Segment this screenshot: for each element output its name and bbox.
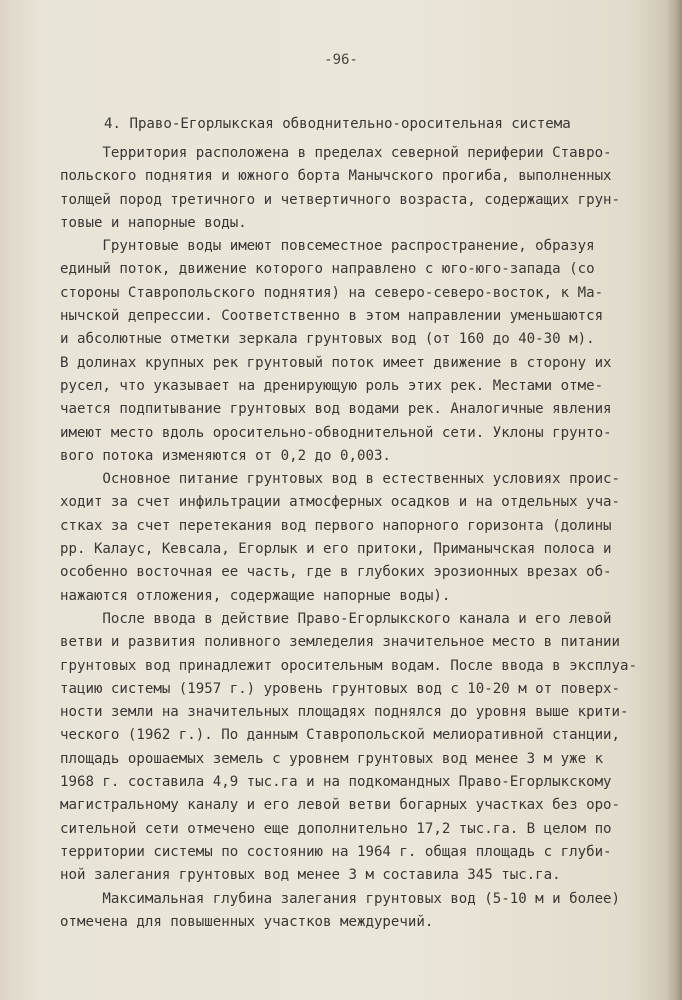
text-line: имеют место вдоль оросительно-обводнительной сети. Уклоны грунто- [60, 424, 612, 441]
text-line: Максимальная глубина залегания грунтовых вод (5-10 м и более) [60, 890, 621, 907]
text-line: ческого (1962 г.). По данным Ставропольской мелиоративной станции, [60, 727, 621, 744]
text-line: 1968 г. составила 4,9 тыс.га и на подкомандных Право-Егорлыкскому [60, 774, 612, 791]
text-line: нычской депрессии. Соответственно в этом направлении уменьшаются [60, 308, 604, 325]
text-line: товые и напорные воды. [60, 214, 247, 231]
text-line: толщей пород третичного и четвертичного возраста, содержащих грун- [60, 191, 621, 208]
text-line: стороны Ставропольского поднятия) на северо-северо-восток, к Ма- [60, 284, 604, 301]
text-line: нажаются отложения, содержащие напорные воды). [60, 587, 451, 604]
text-line: площадь орошаемых земель с уровнем грунтовых вод менее 3 м уже к [60, 750, 604, 767]
text-line: территории системы по состоянию на 1964 г. общая площадь с глуби- [60, 843, 612, 860]
text-line: сительной сети отмечено еще дополнительно 17,2 тыс.га. В целом по [60, 820, 612, 837]
text-line: тацию системы (1957 г.) уровень грунтовых вод с 10-20 м от поверх- [60, 680, 621, 697]
text-line: единый поток, движение которого направлено с юго-юго-запада (со [60, 261, 595, 278]
text-line: отмечена для повышенных участков междуречий. [60, 913, 434, 930]
text-line: чается подпитывание грунтовых вод водами рек. Аналогичные явления [60, 401, 612, 418]
text-line: ветви и развития поливного земледелия значительное место в питании [60, 634, 621, 651]
text-line: грунтовых вод принадлежит оросительным водам. После ввода в эксплуа- [60, 657, 637, 674]
text-line: стках за счет перетекания вод первого напорного горизонта (долины [60, 517, 612, 534]
text-line: В долинах крупных рек грунтовый поток имеет движение в сторону их [60, 354, 612, 371]
page-number: -96- [324, 52, 358, 68]
text-line: ходит за счет инфильтрации атмосферных осадков и на отдельных уча- [60, 494, 621, 511]
text-line: Грунтовые воды имеют повсеместное распространение, образуя [60, 238, 595, 255]
text-line: польского поднятия и южного борта Манычского прогиба, выполненных [60, 168, 612, 185]
text-line: вого потока изменяются от 0,2 до 0,003. [60, 447, 391, 464]
text-line: магистральному каналу и его левой ветви богарных участках без оро- [60, 797, 621, 814]
text-line: особенно восточная ее часть, где в глубоких эрозионных врезах об- [60, 564, 612, 581]
text-line: русел, что указывает на дренирующую роль этих рек. Местами отме- [60, 377, 604, 394]
text-line: Территория расположена в пределах северной периферии Ставро- [60, 145, 612, 161]
text-line: и абсолютные отметки зеркала грунтовых вод (от 160 до 40-30 м). [60, 331, 595, 348]
body-text [60, 142, 670, 934]
text-line: ной залегания грунтовых вод менее 3 м составила 345 тыс.га. [60, 867, 561, 884]
section-heading: 4. Право-Егорлыкская обводнительно-оросительная система [104, 116, 571, 132]
text-line: ности земли на значительных площадях поднялся до уровня выше крити- [60, 704, 629, 721]
text-line: рр. Калаус, Кевсала, Егорлык и его притоки, Приманычская полоса и [60, 541, 612, 558]
text-line: После ввода в действие Право-Егорлыкского канала и его левой [60, 610, 612, 627]
text-line: Основное питание грунтовых вод в естественных условиях проис- [60, 471, 621, 488]
